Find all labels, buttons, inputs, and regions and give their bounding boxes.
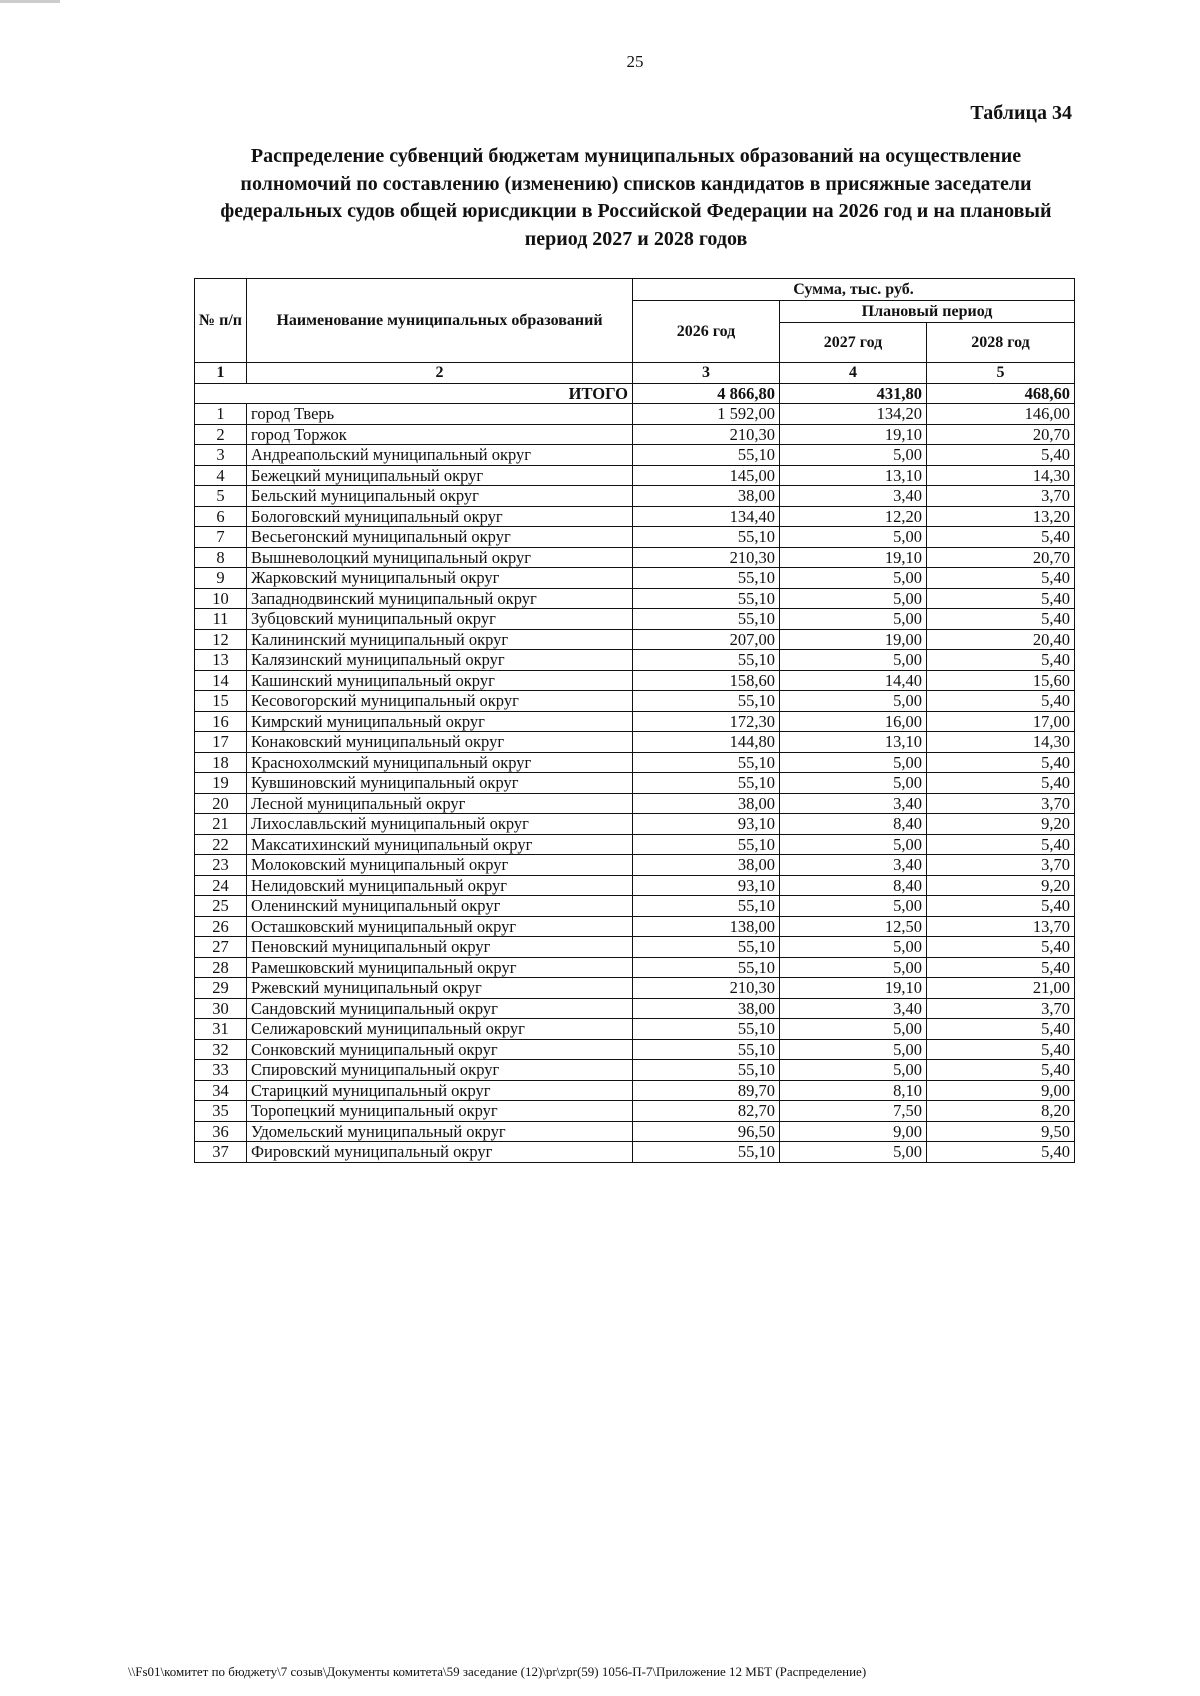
amount-2026: 1 592,00 bbox=[633, 404, 780, 425]
subvention-table bbox=[194, 278, 1075, 1163]
amount-2027: 5,00 bbox=[780, 609, 927, 630]
amount-2028: 5,40 bbox=[927, 609, 1075, 630]
table-row bbox=[195, 814, 1075, 835]
amount-2028: 5,40 bbox=[927, 568, 1075, 589]
table-row bbox=[195, 855, 1075, 876]
row-number: 29 bbox=[195, 978, 247, 999]
total-2027: 431,80 bbox=[780, 383, 927, 404]
row-number: 11 bbox=[195, 609, 247, 630]
row-number: 20 bbox=[195, 793, 247, 814]
amount-2028: 3,70 bbox=[927, 855, 1075, 876]
table-row bbox=[195, 1019, 1075, 1040]
amount-2028: 20,40 bbox=[927, 629, 1075, 650]
amount-2027: 8,10 bbox=[780, 1080, 927, 1101]
municipality-name: Ржевский муниципальный округ bbox=[247, 978, 633, 999]
table-row bbox=[195, 527, 1075, 548]
amount-2028: 15,60 bbox=[927, 670, 1075, 691]
header-name: Наименование муниципальных образований bbox=[247, 279, 633, 363]
amount-2027: 12,20 bbox=[780, 506, 927, 527]
row-number: 9 bbox=[195, 568, 247, 589]
table-row bbox=[195, 875, 1075, 896]
municipality-name: Осташковский муниципальный округ bbox=[247, 916, 633, 937]
amount-2028: 13,70 bbox=[927, 916, 1075, 937]
municipality-name: Нелидовский муниципальный округ bbox=[247, 875, 633, 896]
amount-2026: 145,00 bbox=[633, 465, 780, 486]
amount-2027: 8,40 bbox=[780, 875, 927, 896]
table-row bbox=[195, 998, 1075, 1019]
municipality-name: Лихославльский муниципальный округ bbox=[247, 814, 633, 835]
amount-2027: 5,00 bbox=[780, 527, 927, 548]
municipality-name: Бежецкий муниципальный округ bbox=[247, 465, 633, 486]
row-number: 17 bbox=[195, 732, 247, 753]
amount-2027: 5,00 bbox=[780, 691, 927, 712]
amount-2026: 38,00 bbox=[633, 998, 780, 1019]
row-number: 32 bbox=[195, 1039, 247, 1060]
amount-2028: 21,00 bbox=[927, 978, 1075, 999]
municipality-name: Весьегонский муниципальный округ bbox=[247, 527, 633, 548]
municipality-name: Андреапольский муниципальный округ bbox=[247, 445, 633, 466]
municipality-name: Максатихинский муниципальный округ bbox=[247, 834, 633, 855]
amount-2028: 5,40 bbox=[927, 752, 1075, 773]
table-row bbox=[195, 568, 1075, 589]
amount-2028: 5,40 bbox=[927, 1019, 1075, 1040]
amount-2027: 5,00 bbox=[780, 588, 927, 609]
amount-2028: 5,40 bbox=[927, 691, 1075, 712]
amount-2026: 55,10 bbox=[633, 588, 780, 609]
amount-2027: 5,00 bbox=[780, 896, 927, 917]
row-number: 3 bbox=[195, 445, 247, 466]
amount-2028: 20,70 bbox=[927, 547, 1075, 568]
amount-2028: 5,40 bbox=[927, 773, 1075, 794]
table-row bbox=[195, 609, 1075, 630]
amount-2027: 13,10 bbox=[780, 732, 927, 753]
row-number: 18 bbox=[195, 752, 247, 773]
row-number: 5 bbox=[195, 486, 247, 507]
header-2028: 2028 год bbox=[927, 323, 1075, 363]
amount-2028: 3,70 bbox=[927, 793, 1075, 814]
amount-2027: 19,10 bbox=[780, 424, 927, 445]
amount-2028: 5,40 bbox=[927, 588, 1075, 609]
total-2028: 468,60 bbox=[927, 383, 1075, 404]
column-number-1: 1 bbox=[195, 363, 247, 384]
amount-2027: 13,10 bbox=[780, 465, 927, 486]
amount-2026: 38,00 bbox=[633, 793, 780, 814]
row-number: 10 bbox=[195, 588, 247, 609]
amount-2027: 19,10 bbox=[780, 547, 927, 568]
header-2027: 2027 год bbox=[780, 323, 927, 363]
amount-2026: 55,10 bbox=[633, 773, 780, 794]
column-number-4: 4 bbox=[780, 363, 927, 384]
row-number: 25 bbox=[195, 896, 247, 917]
row-number: 23 bbox=[195, 855, 247, 876]
amount-2028: 5,40 bbox=[927, 957, 1075, 978]
amount-2026: 158,60 bbox=[633, 670, 780, 691]
header-planned-period: Плановый период bbox=[780, 301, 1075, 323]
municipality-name: Кувшиновский муниципальный округ bbox=[247, 773, 633, 794]
row-number: 28 bbox=[195, 957, 247, 978]
amount-2027: 5,00 bbox=[780, 773, 927, 794]
amount-2028: 5,40 bbox=[927, 527, 1075, 548]
amount-2027: 5,00 bbox=[780, 1019, 927, 1040]
amount-2028: 13,20 bbox=[927, 506, 1075, 527]
municipality-name: Краснохолмский муниципальный округ bbox=[247, 752, 633, 773]
table-row bbox=[195, 773, 1075, 794]
row-number: 27 bbox=[195, 937, 247, 958]
file-path-footer: \\Fs01\комитет по бюджету\7 созыв\Документы комитета\59 заседание (12)\pr\zpr(59) 1056-П-7\Приложение 12 МБТ (Распределение) bbox=[128, 1664, 867, 1679]
column-number-5: 5 bbox=[927, 363, 1075, 384]
row-number: 26 bbox=[195, 916, 247, 937]
row-number: 37 bbox=[195, 1142, 247, 1163]
row-number: 16 bbox=[195, 711, 247, 732]
amount-2027: 5,00 bbox=[780, 650, 927, 671]
municipality-name: Лесной муниципальный округ bbox=[247, 793, 633, 814]
amount-2026: 89,70 bbox=[633, 1080, 780, 1101]
table-row bbox=[195, 547, 1075, 568]
amount-2026: 55,10 bbox=[633, 1060, 780, 1081]
amount-2028: 3,70 bbox=[927, 998, 1075, 1019]
amount-2026: 144,80 bbox=[633, 732, 780, 753]
table-row bbox=[195, 1039, 1075, 1060]
amount-2026: 55,10 bbox=[633, 1019, 780, 1040]
table-label: Таблица 34 bbox=[970, 102, 1072, 124]
municipality-name: Молоковский муниципальный округ bbox=[247, 855, 633, 876]
municipality-name: Калязинский муниципальный округ bbox=[247, 650, 633, 671]
total-label: ИТОГО bbox=[195, 383, 633, 404]
row-number: 2 bbox=[195, 424, 247, 445]
municipality-name: Жарковский муниципальный округ bbox=[247, 568, 633, 589]
table-row bbox=[195, 691, 1075, 712]
row-number: 6 bbox=[195, 506, 247, 527]
municipality-name: город Торжок bbox=[247, 424, 633, 445]
amount-2028: 5,40 bbox=[927, 834, 1075, 855]
municipality-name: Оленинский муниципальный округ bbox=[247, 896, 633, 917]
amount-2027: 5,00 bbox=[780, 752, 927, 773]
amount-2028: 5,40 bbox=[927, 896, 1075, 917]
amount-2028: 5,40 bbox=[927, 1039, 1075, 1060]
amount-2026: 93,10 bbox=[633, 814, 780, 835]
row-number: 14 bbox=[195, 670, 247, 691]
amount-2026: 210,30 bbox=[633, 978, 780, 999]
amount-2028: 5,40 bbox=[927, 650, 1075, 671]
row-number: 34 bbox=[195, 1080, 247, 1101]
row-number: 36 bbox=[195, 1121, 247, 1142]
amount-2026: 93,10 bbox=[633, 875, 780, 896]
header-2026: 2026 год bbox=[633, 301, 780, 363]
amount-2028: 20,70 bbox=[927, 424, 1075, 445]
amount-2026: 55,10 bbox=[633, 527, 780, 548]
amount-2027: 3,40 bbox=[780, 855, 927, 876]
amount-2026: 55,10 bbox=[633, 1142, 780, 1163]
row-number: 21 bbox=[195, 814, 247, 835]
row-number: 33 bbox=[195, 1060, 247, 1081]
row-number: 22 bbox=[195, 834, 247, 855]
amount-2028: 9,20 bbox=[927, 814, 1075, 835]
municipality-name: Вышневолоцкий муниципальный округ bbox=[247, 547, 633, 568]
amount-2026: 55,10 bbox=[633, 937, 780, 958]
amount-2027: 12,50 bbox=[780, 916, 927, 937]
amount-2026: 55,10 bbox=[633, 691, 780, 712]
amount-2028: 9,50 bbox=[927, 1121, 1075, 1142]
amount-2026: 82,70 bbox=[633, 1101, 780, 1122]
total-row bbox=[195, 383, 1075, 404]
amount-2028: 14,30 bbox=[927, 465, 1075, 486]
row-number: 31 bbox=[195, 1019, 247, 1040]
amount-2026: 207,00 bbox=[633, 629, 780, 650]
amount-2026: 55,10 bbox=[633, 445, 780, 466]
amount-2028: 14,30 bbox=[927, 732, 1075, 753]
row-number: 15 bbox=[195, 691, 247, 712]
header-number bbox=[195, 279, 247, 363]
amount-2026: 55,10 bbox=[633, 609, 780, 630]
amount-2027: 19,10 bbox=[780, 978, 927, 999]
column-number-3: 3 bbox=[633, 363, 780, 384]
table-row bbox=[195, 486, 1075, 507]
row-number: 7 bbox=[195, 527, 247, 548]
amount-2027: 19,00 bbox=[780, 629, 927, 650]
amount-2027: 3,40 bbox=[780, 998, 927, 1019]
amount-2026: 210,30 bbox=[633, 547, 780, 568]
table-row bbox=[195, 424, 1075, 445]
table-row bbox=[195, 1142, 1075, 1163]
amount-2028: 5,40 bbox=[927, 1142, 1075, 1163]
municipality-name: Зубцовский муниципальный округ bbox=[247, 609, 633, 630]
page-number: 25 bbox=[626, 52, 644, 71]
row-number: 13 bbox=[195, 650, 247, 671]
amount-2028: 9,00 bbox=[927, 1080, 1075, 1101]
row-number: 35 bbox=[195, 1101, 247, 1122]
amount-2026: 55,10 bbox=[633, 568, 780, 589]
municipality-name: Кашинский муниципальный округ bbox=[247, 670, 633, 691]
document-title: Распределение субвенций бюджетам муниципальных образований на осуществление полномочий по составлению (изменению) списков кандидатов в присяжные заседатели федеральных судов общей юрисдикции в Российской Федерации на 2026 год и на плановый период 2027 и 2028 годов bbox=[220, 145, 1052, 250]
municipality-name: Конаковский муниципальный округ bbox=[247, 732, 633, 753]
row-number: 8 bbox=[195, 547, 247, 568]
amount-2027: 5,00 bbox=[780, 834, 927, 855]
table-row bbox=[195, 752, 1075, 773]
table-row bbox=[195, 896, 1075, 917]
table-row bbox=[195, 465, 1075, 486]
municipality-name: Удомельский муниципальный округ bbox=[247, 1121, 633, 1142]
amount-2027: 5,00 bbox=[780, 937, 927, 958]
amount-2026: 55,10 bbox=[633, 896, 780, 917]
municipality-name: Западнодвинский муниципальный округ bbox=[247, 588, 633, 609]
amount-2027: 8,40 bbox=[780, 814, 927, 835]
scan-edge-mark bbox=[0, 0, 60, 3]
table-row bbox=[195, 670, 1075, 691]
table-row bbox=[195, 404, 1075, 425]
amount-2026: 96,50 bbox=[633, 1121, 780, 1142]
table-row bbox=[195, 1101, 1075, 1122]
amount-2027: 9,00 bbox=[780, 1121, 927, 1142]
amount-2028: 5,40 bbox=[927, 937, 1075, 958]
amount-2028: 146,00 bbox=[927, 404, 1075, 425]
municipality-name: Сандовский муниципальный округ bbox=[247, 998, 633, 1019]
table-row bbox=[195, 506, 1075, 527]
amount-2026: 138,00 bbox=[633, 916, 780, 937]
amount-2027: 3,40 bbox=[780, 486, 927, 507]
amount-2027: 14,40 bbox=[780, 670, 927, 691]
amount-2026: 55,10 bbox=[633, 834, 780, 855]
municipality-name: Пеновский муниципальный округ bbox=[247, 937, 633, 958]
amount-2028: 17,00 bbox=[927, 711, 1075, 732]
amount-2026: 38,00 bbox=[633, 855, 780, 876]
table-row bbox=[195, 1060, 1075, 1081]
row-number: 24 bbox=[195, 875, 247, 896]
amount-2027: 5,00 bbox=[780, 445, 927, 466]
amount-2028: 3,70 bbox=[927, 486, 1075, 507]
amount-2026: 210,30 bbox=[633, 424, 780, 445]
amount-2028: 5,40 bbox=[927, 445, 1075, 466]
municipality-name: Бельский муниципальный округ bbox=[247, 486, 633, 507]
amount-2027: 16,00 bbox=[780, 711, 927, 732]
amount-2026: 55,10 bbox=[633, 957, 780, 978]
amount-2026: 38,00 bbox=[633, 486, 780, 507]
table-row bbox=[195, 711, 1075, 732]
amount-2027: 3,40 bbox=[780, 793, 927, 814]
header-sum: Сумма, тыс. руб. bbox=[633, 279, 1075, 301]
municipality-name: город Тверь bbox=[247, 404, 633, 425]
table-row bbox=[195, 978, 1075, 999]
amount-2028: 5,40 bbox=[927, 1060, 1075, 1081]
amount-2026: 55,10 bbox=[633, 650, 780, 671]
amount-2027: 7,50 bbox=[780, 1101, 927, 1122]
table-row bbox=[195, 588, 1075, 609]
amount-2027: 5,00 bbox=[780, 1060, 927, 1081]
municipality-name: Рамешковский муниципальный округ bbox=[247, 957, 633, 978]
row-number: 12 bbox=[195, 629, 247, 650]
table-row bbox=[195, 629, 1075, 650]
table-row bbox=[195, 650, 1075, 671]
table-row bbox=[195, 834, 1075, 855]
municipality-name: Калининский муниципальный округ bbox=[247, 629, 633, 650]
table-row bbox=[195, 793, 1075, 814]
municipality-name: Спировский муниципальный округ bbox=[247, 1060, 633, 1081]
amount-2027: 5,00 bbox=[780, 1039, 927, 1060]
municipality-name: Кимрский муниципальный округ bbox=[247, 711, 633, 732]
table-row bbox=[195, 732, 1075, 753]
row-number: 4 bbox=[195, 465, 247, 486]
amount-2028: 9,20 bbox=[927, 875, 1075, 896]
municipality-name: Старицкий муниципальный округ bbox=[247, 1080, 633, 1101]
municipality-name: Селижаровский муниципальный округ bbox=[247, 1019, 633, 1040]
amount-2026: 172,30 bbox=[633, 711, 780, 732]
amount-2027: 5,00 bbox=[780, 568, 927, 589]
municipality-name: Кесовогорский муниципальный округ bbox=[247, 691, 633, 712]
table-row bbox=[195, 1121, 1075, 1142]
row-number: 1 bbox=[195, 404, 247, 425]
table-row bbox=[195, 916, 1075, 937]
row-number: 30 bbox=[195, 998, 247, 1019]
municipality-name: Торопецкий муниципальный округ bbox=[247, 1101, 633, 1122]
amount-2027: 5,00 bbox=[780, 957, 927, 978]
amount-2026: 55,10 bbox=[633, 752, 780, 773]
amount-2026: 134,40 bbox=[633, 506, 780, 527]
header-number-label: № п/п bbox=[199, 312, 242, 329]
amount-2027: 5,00 bbox=[780, 1142, 927, 1163]
table-row bbox=[195, 937, 1075, 958]
total-2026: 4 866,80 bbox=[633, 383, 780, 404]
municipality-name: Сонковский муниципальный округ bbox=[247, 1039, 633, 1060]
column-number-2: 2 bbox=[247, 363, 633, 384]
table-row bbox=[195, 1080, 1075, 1101]
table-row bbox=[195, 957, 1075, 978]
municipality-name: Фировский муниципальный округ bbox=[247, 1142, 633, 1163]
table-row bbox=[195, 445, 1075, 466]
amount-2027: 134,20 bbox=[780, 404, 927, 425]
row-number: 19 bbox=[195, 773, 247, 794]
amount-2026: 55,10 bbox=[633, 1039, 780, 1060]
municipality-name: Бологовский муниципальный округ bbox=[247, 506, 633, 527]
amount-2028: 8,20 bbox=[927, 1101, 1075, 1122]
